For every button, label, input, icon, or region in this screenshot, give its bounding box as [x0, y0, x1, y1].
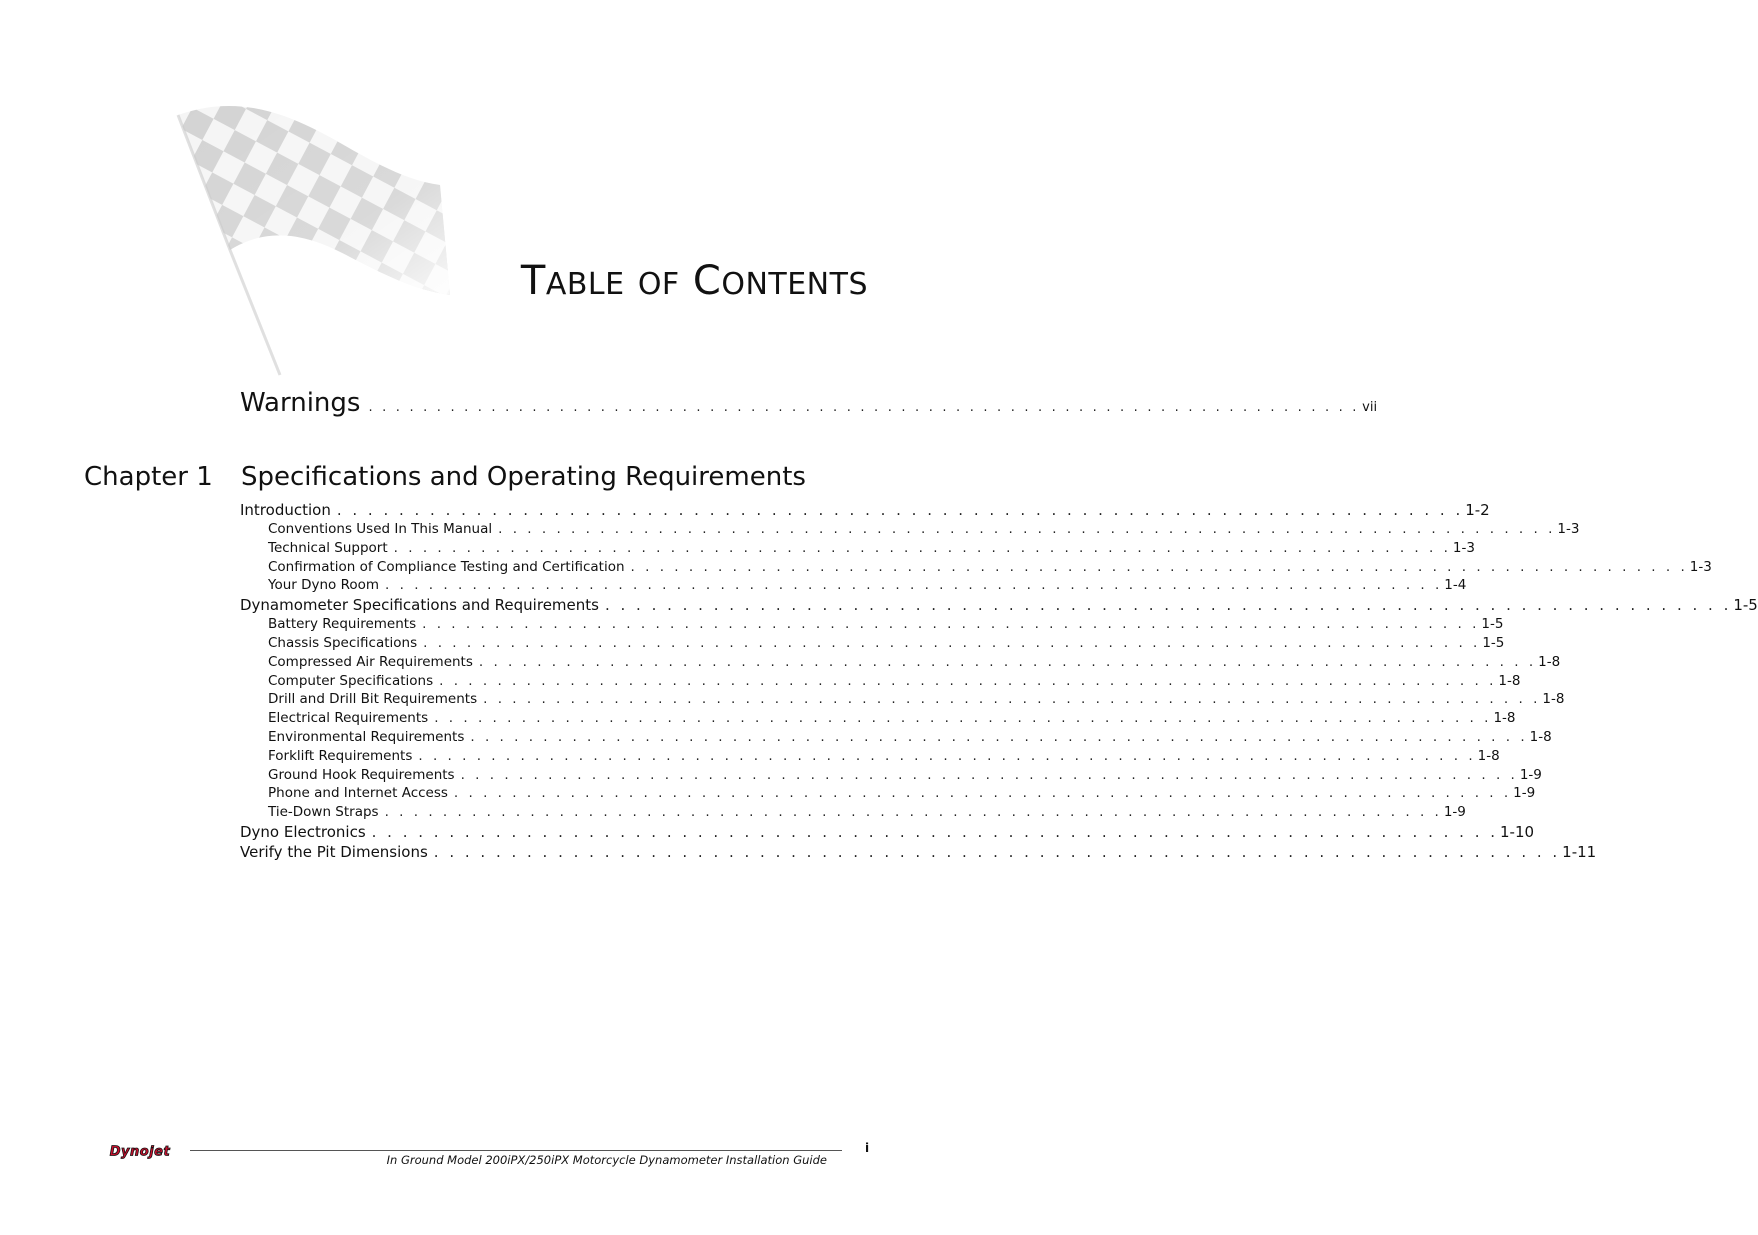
toc-list	[240, 500, 1758, 862]
svg-text:Dynojet: Dynojet	[109, 1144, 171, 1160]
chapter-title: Specifications and Operating Requirements	[241, 462, 806, 492]
toc-section[interactable]	[240, 595, 1758, 615]
footer-guide-title: In Ground Model 200iPX/250iPX Motorcycle Dynamometer Installation Guide	[386, 1153, 827, 1167]
dot-leader: . . . . . . . . . . . . . . . . . . . . . . . . . . . . . . . . . . . . . . . . . . . . . . . . . . . . . . . . . . . . . . . . . . . . . . . . .	[470, 728, 1528, 745]
toc-page-number: 1-8	[1529, 728, 1552, 745]
toc-entry-text: Warnings	[240, 388, 361, 418]
toc-entry-text: Forklift Requirements	[268, 747, 413, 764]
toc-section[interactable]	[240, 842, 1597, 862]
toc-page-number: 1-8	[1542, 691, 1565, 708]
toc-subsection[interactable]	[240, 803, 1466, 822]
toc-page-number: 1-3	[1689, 558, 1712, 575]
toc-page-number: 1-11	[1562, 842, 1597, 861]
dot-leader: . . . . . . . . . . . . . . . . . . . . . . . . . . . . . . . . . . . . . . . . . . . . . . . . . . . . . . . . . . . . . . . . . . . . . . . . .	[418, 747, 1476, 764]
toc-entry-text: Phone and Internet Access	[268, 785, 448, 802]
toc-subsection[interactable]	[240, 520, 1580, 539]
dynojet-logo	[88, 1143, 192, 1159]
toc-page-number: 1-3	[1557, 521, 1580, 537]
toc-subsection[interactable]	[240, 690, 1565, 709]
toc-subsection[interactable]	[240, 709, 1516, 728]
toc-entry-text: Your Dyno Room	[268, 577, 380, 594]
toc-subsection[interactable]	[240, 539, 1475, 558]
toc-entry-text: Battery Requirements	[268, 616, 417, 633]
toc-page-number: 1-9	[1519, 766, 1542, 783]
toc-entry-text: Compressed Air Requirements	[268, 653, 473, 670]
toc-entry-text: Drill and Drill Bit Requirements	[268, 691, 478, 708]
toc-entry-text: Electrical Requirements	[268, 710, 429, 727]
dot-leader: . . . . . . . . . . . . . . . . . . . . . . . . . . . . . . . . . . . . . . . . . . . . . . . . . . . . . . . . . . . . . . . . . . . . . . . . .	[336, 501, 1464, 519]
toc-entry-text: Conventions Used In This Manual	[268, 521, 493, 537]
toc-entry-text: Dyno Electronics	[240, 822, 366, 841]
footer-divider	[190, 1150, 842, 1151]
toc-entry-text: Verify the Pit Dimensions	[240, 842, 428, 861]
toc-subsection[interactable]	[240, 747, 1500, 766]
dot-leader: . . . . . . . . . . . . . . . . . . . . . . . . . . . . . . . . . . . . . . . . . . . . . . . . . . . . . . . . . . . . . . . . . . . . . . . . .	[371, 822, 1499, 841]
toc-subsection[interactable]	[240, 558, 1712, 577]
toc-page-number: 1-5	[1482, 634, 1505, 651]
toc-entry-text: Environmental Requirements	[268, 728, 465, 745]
dot-leader: . . . . . . . . . . . . . . . . . . . . . . . . . . . . . . . . . . . . . . . . . . . . . . . . . . . . . . . . . . . . . . . . . . . . . . . . .	[368, 400, 1360, 415]
dot-leader: . . . . . . . . . . . . . . . . . . . . . . . . . . . . . . . . . . . . . . . . . . . . . . . . . . . . . . . . . . . . . . . . . . . . . . . . .	[384, 804, 1442, 821]
toc-page-number: 1-9	[1513, 785, 1536, 802]
toc-subsection[interactable]	[240, 576, 1467, 595]
dot-leader: . . . . . . . . . . . . . . . . . . . . . . . . . . . . . . . . . . . . . . . . . . . . . . . . . . . . . . . . . . . . . . . . . . . . . . . . .	[483, 691, 1541, 708]
toc-subsection[interactable]	[240, 784, 1536, 803]
toc-entry-text: Confirmation of Compliance Testing and Certification	[268, 558, 625, 575]
toc-subsection[interactable]	[240, 653, 1561, 672]
toc-subsection[interactable]	[240, 766, 1542, 785]
chapter-number: Chapter 1	[84, 462, 213, 492]
dot-leader: . . . . . . . . . . . . . . . . . . . . . . . . . . . . . . . . . . . . . . . . . . . . . . . . . . . . . . . . . . . . . . . . . . . . . . . . .	[498, 521, 1556, 537]
toc-entry-text: Tie-Down Straps	[268, 804, 379, 821]
toc-page-number: 1-8	[1477, 747, 1500, 764]
toc-subsection[interactable]	[240, 672, 1521, 691]
toc-subsection[interactable]	[240, 728, 1552, 747]
dot-leader: . . . . . . . . . . . . . . . . . . . . . . . . . . . . . . . . . . . . . . . . . . . . . . . . . . . . . . . . . . . . . . . . . . . . . . . . .	[460, 766, 1518, 783]
dot-leader: . . . . . . . . . . . . . . . . . . . . . . . . . . . . . . . . . . . . . . . . . . . . . . . . . . . . . . . . . . . . . . . . . . . . . . . . .	[453, 785, 1512, 802]
toc-entry-text: Technical Support	[268, 539, 388, 556]
toc-page-number: 1-4	[1444, 577, 1467, 594]
toc-page-number: 1-10	[1500, 822, 1535, 841]
toc-section[interactable]	[240, 822, 1535, 842]
toc-entry-text: Dynamometer Specifications and Requirements	[240, 596, 599, 615]
toc-entry-text: Chassis Specifications	[268, 634, 418, 651]
toc-entry-warnings[interactable]	[240, 388, 1378, 418]
dot-leader: . . . . . . . . . . . . . . . . . . . . . . . . . . . . . . . . . . . . . . . . . . . . . . . . . . . . . . . . . . . . . . . . . . . . . . . . .	[422, 616, 1480, 633]
toc-page-number: 1-3	[1452, 539, 1475, 556]
toc-entry-text: Computer Specifications	[268, 672, 434, 689]
dot-leader: . . . . . . . . . . . . . . . . . . . . . . . . . . . . . . . . . . . . . . . . . . . . . . . . . . . . . . . . . . . . . . . . . . . . . . . . .	[434, 710, 1492, 727]
dot-leader: . . . . . . . . . . . . . . . . . . . . . . . . . . . . . . . . . . . . . . . . . . . . . . . . . . . . . . . . . . . . . . . . . . . . . . . . .	[478, 653, 1537, 670]
toc-page-number: 1-8	[1498, 672, 1521, 689]
footer-page-number: i	[865, 1141, 870, 1155]
toc-entry-text: Introduction	[240, 501, 331, 519]
page-title: TABLE OF CONTENTS	[520, 258, 868, 304]
toc-page-number: 1-9	[1443, 804, 1466, 821]
toc-page-number: 1-8	[1538, 653, 1561, 670]
dot-leader: . . . . . . . . . . . . . . . . . . . . . . . . . . . . . . . . . . . . . . . . . . . . . . . . . . . . . . . . . . . . . . . . . . . . . . . . .	[604, 596, 1732, 615]
toc-page-number: 1-2	[1465, 501, 1490, 519]
dot-leader: . . . . . . . . . . . . . . . . . . . . . . . . . . . . . . . . . . . . . . . . . . . . . . . . . . . . . . . . . . . . . . . . . . . . . . . . .	[393, 539, 1451, 556]
dot-leader: . . . . . . . . . . . . . . . . . . . . . . . . . . . . . . . . . . . . . . . . . . . . . . . . . . . . . . . . . . . . . . . . . . . . . . . . .	[423, 634, 1481, 651]
toc-page-number: 1-5	[1733, 596, 1758, 615]
toc-subsection[interactable]	[240, 615, 1504, 634]
toc-page-number: vii	[1362, 400, 1378, 415]
dot-leader: . . . . . . . . . . . . . . . . . . . . . . . . . . . . . . . . . . . . . . . . . . . . . . . . . . . . . . . . . . . . . . . . . . . . . . . . .	[385, 577, 1443, 594]
toc-section[interactable]	[240, 500, 1490, 520]
toc-subsection[interactable]	[240, 634, 1505, 653]
dot-leader: . . . . . . . . . . . . . . . . . . . . . . . . . . . . . . . . . . . . . . . . . . . . . . . . . . . . . . . . . . . . . . . . . . . . . . . . .	[433, 842, 1561, 861]
toc-page-number: 1-8	[1493, 710, 1516, 727]
toc-entry-text: Ground Hook Requirements	[268, 766, 455, 783]
dot-leader: . . . . . . . . . . . . . . . . . . . . . . . . . . . . . . . . . . . . . . . . . . . . . . . . . . . . . . . . . . . . . . . . . . . . . . . . .	[630, 558, 1688, 575]
dot-leader: . . . . . . . . . . . . . . . . . . . . . . . . . . . . . . . . . . . . . . . . . . . . . . . . . . . . . . . . . . . . . . . . . . . . . . . . .	[439, 672, 1497, 689]
checkered-flag-graphic	[150, 85, 480, 385]
toc-page-number: 1-5	[1481, 616, 1504, 633]
